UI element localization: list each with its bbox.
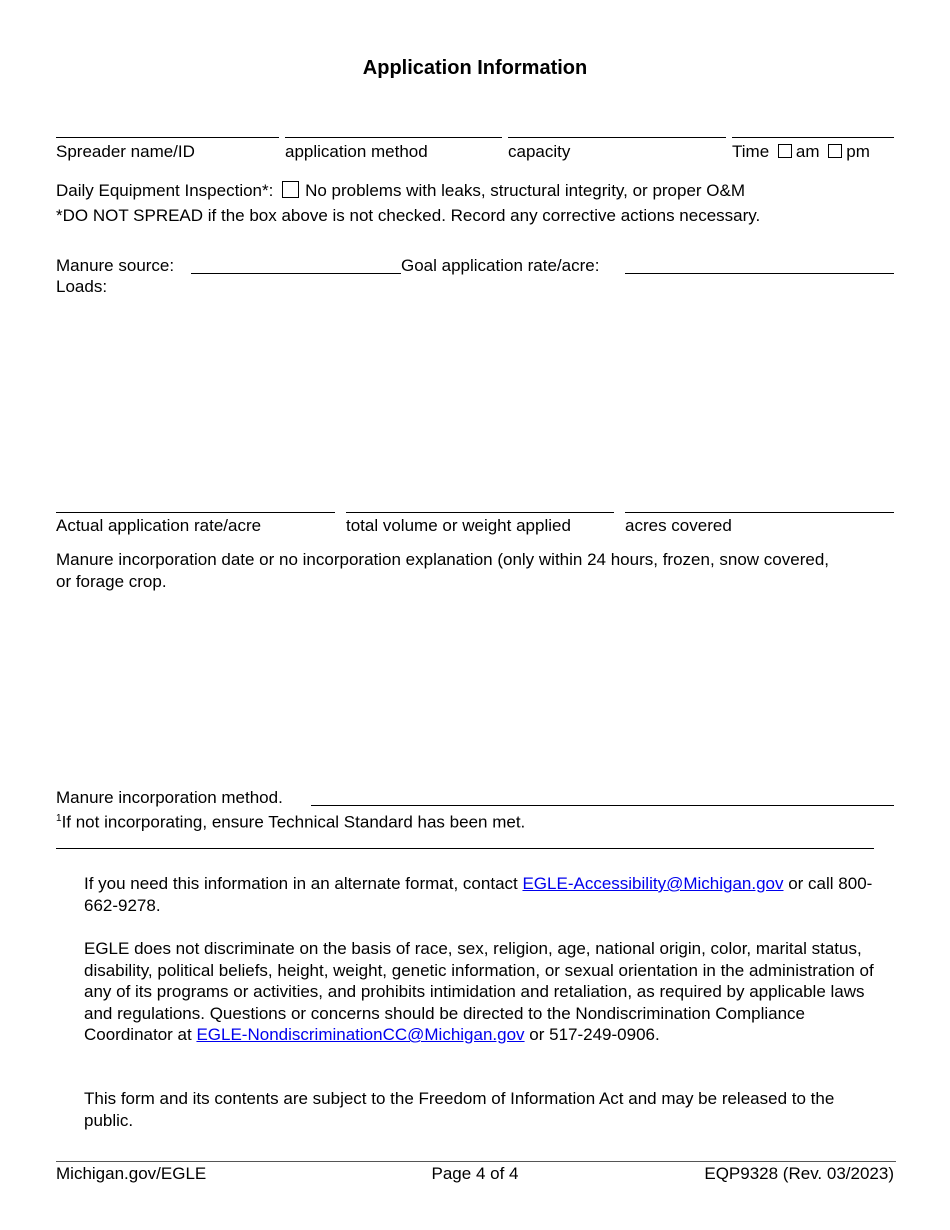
inspection-checkbox-label: No problems with leaks, structural integrity, or proper O&M <box>305 181 746 200</box>
inspection-warning: *DO NOT SPREAD if the box above is not checked. Record any corrective actions necessary. <box>56 206 761 225</box>
page-title: Application Information <box>362 57 588 79</box>
nondiscrimination-email-link[interactable]: EGLE-NondiscriminationCC@Michigan.gov <box>196 1025 525 1044</box>
capacity-label: capacity <box>508 142 571 161</box>
nondiscrimination-text: EGLE does not discriminate on the basis of race, sex, religion, age, national origin, color, marital status, disability, political beliefs, height, weight, genetic information, or sexual orientation in the administration of any of its programs or activities, and prohibits intimidation and retaliation, as required by applicable laws and regulations. Questions or concerns should be directed to the Nondiscrimination Compliance Coordinator at <box>84 939 874 1044</box>
footnote-text: If not incorporating, ensure Technical Standard has been met. <box>61 812 526 832</box>
goal-rate-field[interactable] <box>625 273 894 274</box>
nondiscrimination-suffix: or 517-249-0906. <box>524 1025 660 1044</box>
method-label: application method <box>285 142 428 161</box>
section-divider <box>56 848 874 849</box>
alt-format-prefix: If you need this information in an alternate format, contact <box>84 874 523 893</box>
time-label: Time <box>732 142 770 161</box>
footer-site: Michigan.gov/EGLE <box>56 1164 207 1183</box>
footer-page-number: Page 4 of 4 <box>431 1164 519 1183</box>
manure-source-label: Manure source: <box>56 256 175 275</box>
incorporation-method-field[interactable] <box>311 805 894 806</box>
accessibility-email-link[interactable]: EGLE-Accessibility@Michigan.gov <box>522 874 784 893</box>
capacity-field[interactable] <box>508 137 726 138</box>
footnote <box>56 809 525 833</box>
pm-label: pm <box>846 142 870 161</box>
am-checkbox[interactable] <box>778 144 792 158</box>
method-field[interactable] <box>285 137 502 138</box>
alt-format-notice <box>84 873 874 916</box>
goal-rate-label: Goal application rate/acre: <box>401 256 600 275</box>
manure-source-field[interactable] <box>191 273 401 274</box>
time-group <box>732 142 870 162</box>
actual-rate-label: Actual application rate/acre <box>56 516 262 535</box>
alt-format-suffix: or call 800-662-9278. <box>84 874 873 915</box>
volume-label: total volume or weight applied <box>346 516 571 535</box>
acres-field[interactable] <box>625 512 894 513</box>
foia-notice: This form and its contents are subject to the Freedom of Information Act and may be released to the public. <box>84 1089 835 1130</box>
nondiscrimination-notice <box>84 938 874 1046</box>
footer-divider <box>56 1161 896 1162</box>
loads-label: Loads: <box>56 277 108 296</box>
incorporation-date-label: Manure incorporation date or no incorporation explanation (only within 24 hours, frozen, snow covered, or forage crop. <box>56 550 830 591</box>
time-field[interactable] <box>732 137 894 138</box>
pm-checkbox[interactable] <box>828 144 842 158</box>
footer-form-id: EQP9328 (Rev. 03/2023) <box>704 1164 894 1183</box>
am-label: am <box>795 142 820 161</box>
spreader-field[interactable] <box>56 137 279 138</box>
acres-label: acres covered <box>625 516 732 535</box>
volume-field[interactable] <box>346 512 614 513</box>
inspection-checkbox[interactable] <box>282 181 299 198</box>
inspection-label: Daily Equipment Inspection*: <box>56 181 274 200</box>
incorporation-method-label: Manure incorporation method. <box>56 788 283 807</box>
inspection-row <box>56 181 745 201</box>
spreader-label: Spreader name/ID <box>56 142 195 161</box>
actual-rate-field[interactable] <box>56 512 335 513</box>
footnote-mark: 1 <box>56 813 62 824</box>
